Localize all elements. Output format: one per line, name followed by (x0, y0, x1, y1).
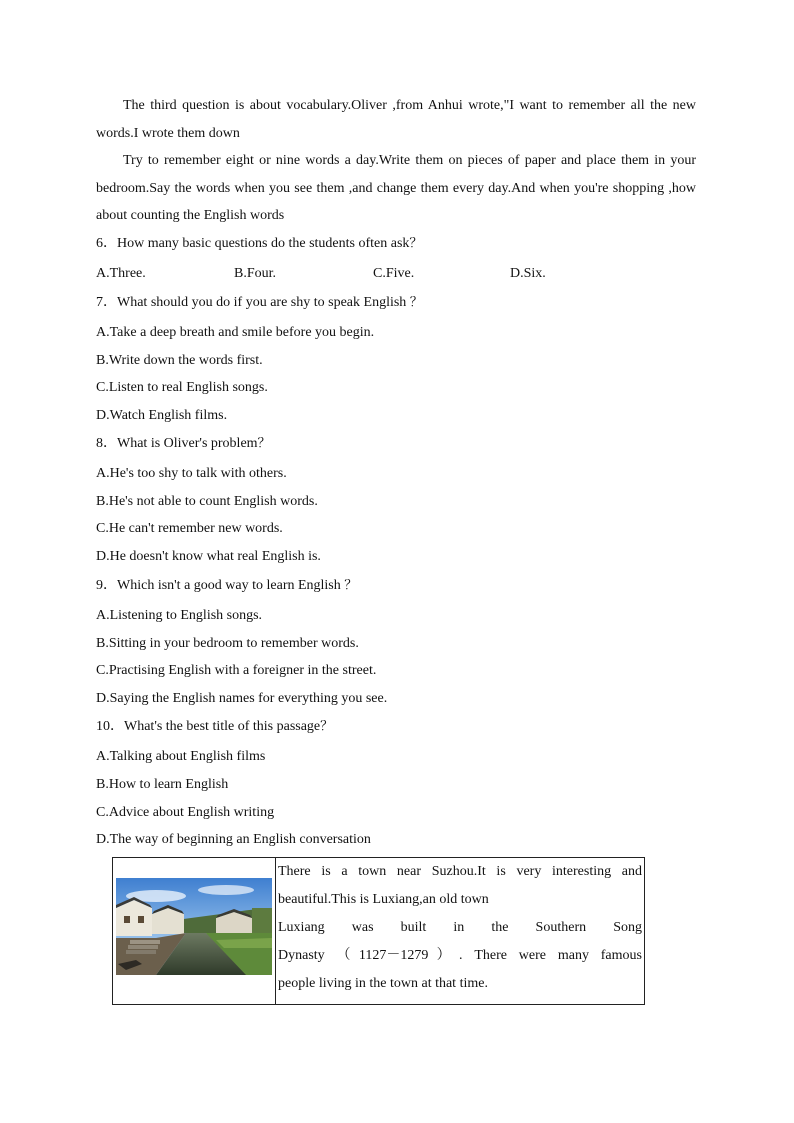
image-cell (113, 858, 276, 1005)
question-number: 6． (96, 236, 117, 251)
option-d[interactable]: D.Saying the English names for everything you see. (96, 691, 388, 706)
canal-town-photo-icon (116, 878, 272, 975)
luxiang-table (112, 857, 645, 1005)
option-d[interactable]: D.The way of beginning an English conversation (96, 832, 371, 847)
description-line: Luxiang was built in the Southern Song (278, 920, 642, 935)
question-text: Which isn't a good way to learn English (117, 578, 345, 593)
question-mark: ？ (257, 436, 271, 451)
question-number: 9． (96, 578, 117, 593)
question-6 (96, 234, 422, 254)
option-d[interactable]: D.He doesn't know what real English is. (96, 549, 321, 564)
option-c[interactable]: C.He can't remember new words. (96, 521, 283, 536)
description-line: Dynasty （1127－1279）. There were many famous (278, 948, 642, 963)
description-line: beautiful.This is Luxiang,an old town (278, 892, 489, 907)
question-text: What should you do if you are shy to speak English (117, 295, 410, 310)
question-text: What's the best title of this passage (124, 719, 321, 734)
description-cell (276, 858, 645, 1005)
question-number: 10． (96, 719, 124, 734)
question-6-options (96, 264, 696, 284)
option-a[interactable]: A.Three. (96, 266, 146, 281)
description-line: people living in the town at that time. (278, 976, 488, 991)
question-mark: ？ (409, 236, 423, 251)
question-mark: ？ (344, 578, 358, 593)
option-a[interactable]: A.Listening to English songs. (96, 608, 263, 623)
option-d[interactable]: D.Six. (510, 266, 546, 281)
question-mark: ？ (409, 295, 423, 310)
option-b[interactable]: B.He's not able to count English words. (96, 494, 318, 509)
passage-paragraph-1 (96, 92, 696, 147)
passage-paragraph-2 (96, 147, 696, 230)
option-a[interactable]: A.Take a deep breath and smile before you begin. (96, 325, 375, 340)
question-7 (96, 293, 423, 313)
question-text: What is Oliver's problem (117, 436, 258, 451)
paragraph-text: Try to remember eight or nine words a day.Write them on pieces of paper and place them in your bedroom.Say the words when you see them ,and change them every day.And when you're shopping ,how about counting the English words (96, 153, 696, 223)
question-8 (96, 434, 271, 454)
description-line: There is a town near Suzhou.It is very interesting and (278, 864, 642, 879)
option-c[interactable]: C.Five. (373, 266, 415, 281)
option-c[interactable]: C.Practising English with a foreigner in the street. (96, 663, 377, 678)
paragraph-text: The third question is about vocabulary.Oliver ,from Anhui wrote,"I want to remember all the new words.I wrote them down (96, 98, 696, 141)
option-b[interactable]: B.Sitting in your bedroom to remember words. (96, 636, 359, 651)
question-number: 8． (96, 436, 117, 451)
option-d[interactable]: D.Watch English films. (96, 408, 228, 423)
option-a[interactable]: A.He's too shy to talk with others. (96, 466, 287, 481)
option-a[interactable]: A.Talking about English films (96, 749, 266, 764)
question-mark: ？ (320, 719, 334, 734)
option-b[interactable]: B.Four. (234, 266, 277, 281)
question-text: How many basic questions do the students often ask (117, 236, 410, 251)
question-number: 7． (96, 295, 117, 310)
option-b[interactable]: B.Write down the words first. (96, 353, 263, 368)
question-10 (96, 717, 333, 737)
question-9 (96, 576, 357, 596)
option-b[interactable]: B.How to learn English (96, 777, 229, 792)
option-c[interactable]: C.Listen to real English songs. (96, 380, 268, 395)
option-c[interactable]: C.Advice about English writing (96, 805, 275, 820)
